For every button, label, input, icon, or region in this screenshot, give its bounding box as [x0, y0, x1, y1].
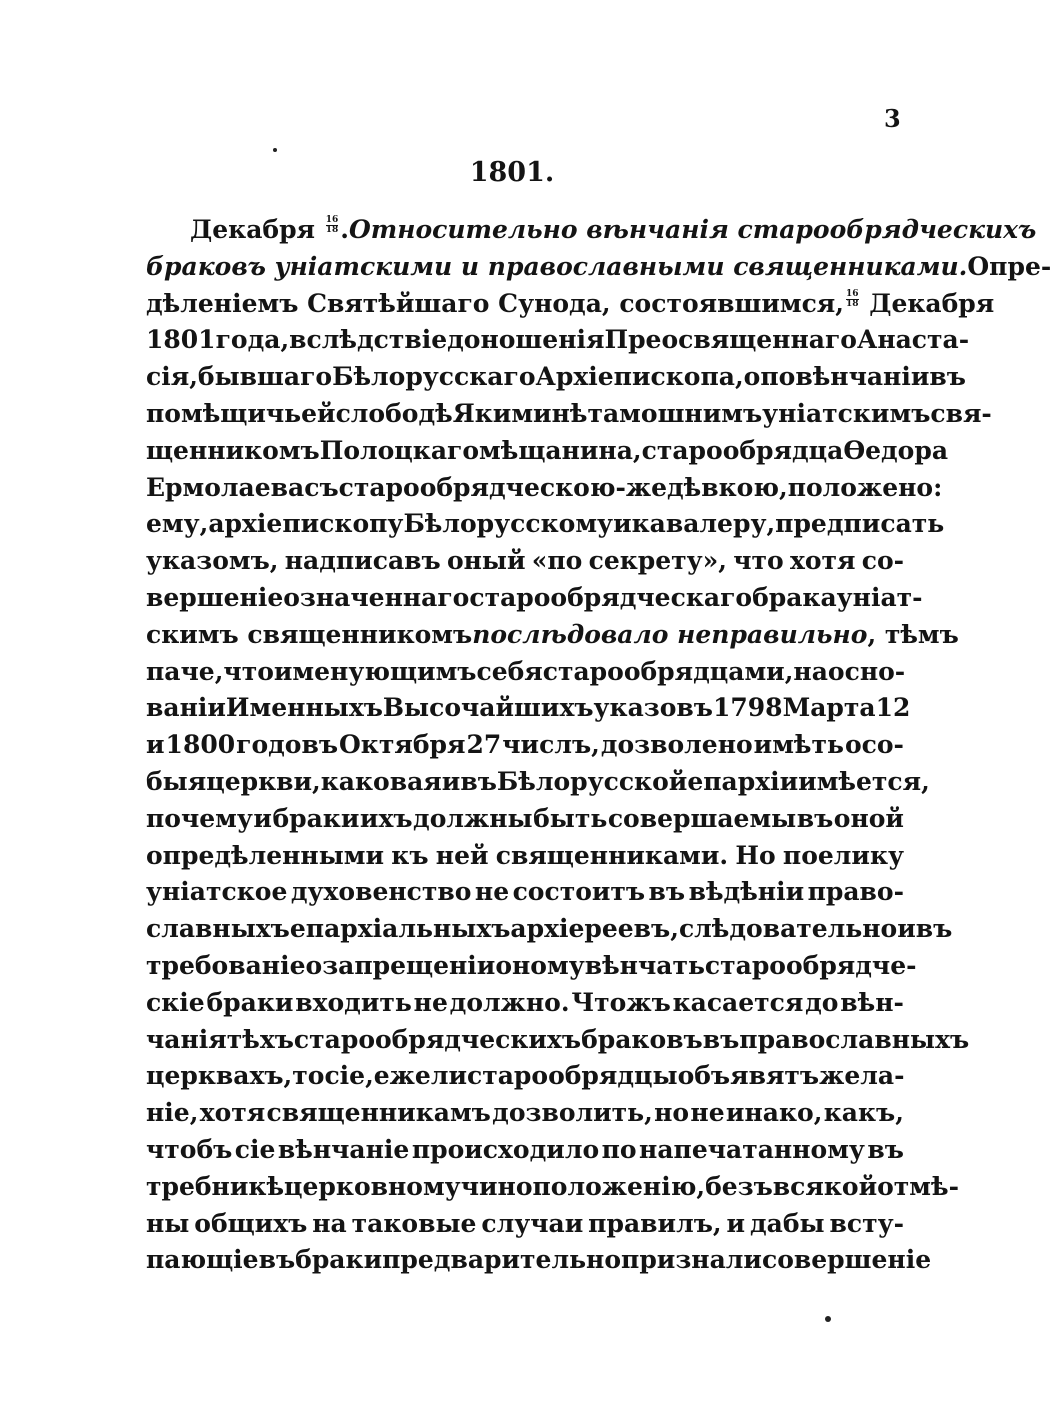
text-line: [146, 1242, 932, 1279]
text-word: Ермолаева: [146, 472, 305, 502]
text-word: 1801: [146, 325, 216, 355]
text-word: но: [654, 1098, 690, 1128]
text-word: и: [613, 509, 632, 539]
text-word: ны: [146, 1208, 190, 1238]
body-paragraph: [146, 212, 1051, 1279]
text-word: Якиминѣ: [452, 398, 588, 428]
text-word: ежели: [373, 1061, 468, 1091]
text-word: браки: [206, 987, 294, 1017]
text-word: съ: [304, 472, 339, 502]
text-word: церкви,: [206, 766, 321, 796]
text-word: по: [601, 1134, 637, 1164]
text-line: [146, 985, 904, 1022]
text-word: хотя: [789, 546, 856, 576]
text-word: мѣщанина,: [479, 435, 642, 465]
text-word: старообрядческаго: [469, 582, 753, 612]
text-word: слѣдовательно: [678, 914, 898, 944]
text-word: о: [743, 362, 761, 392]
text-word: запрещеніи: [322, 950, 496, 980]
text-word: Полоцкаго: [319, 435, 480, 465]
text-word: уніатскимъ: [762, 398, 931, 428]
text-line: [146, 506, 945, 543]
text-word: то: [292, 1061, 325, 1091]
text-word: на: [793, 656, 828, 686]
text-word: духовенство: [290, 877, 472, 907]
text-word: требованіе: [146, 950, 306, 980]
lead-date: Декабря $\frac{16}{18}$ .: [190, 215, 349, 244]
text-word: поелику: [782, 840, 904, 870]
text-word: до: [805, 987, 839, 1017]
text-word: секрету»,: [588, 546, 727, 576]
text-line: [146, 1022, 970, 1059]
text-word: и: [726, 1208, 746, 1238]
text-word: священникамъ: [266, 1098, 491, 1128]
text-word: въ: [867, 1134, 904, 1164]
text-word: быя: [146, 766, 207, 796]
text-word: вѣдѣніи: [688, 877, 805, 907]
text-word: епархіальныхъ: [289, 914, 511, 944]
text-word: указовъ: [593, 693, 713, 723]
fraction-bottom: 18: [325, 225, 339, 235]
text-word: таковые: [351, 1208, 477, 1238]
fraction-top: 16: [325, 215, 339, 225]
text-word: безъ: [705, 1171, 773, 1201]
lead-word: Декабря: [190, 215, 316, 244]
text-word: касается: [672, 987, 804, 1017]
text-word: и: [146, 730, 165, 760]
text-word: и: [441, 766, 461, 796]
text-word: уніат-: [836, 582, 923, 612]
page-number: 3: [884, 104, 901, 133]
text-word: священниками.: [495, 840, 729, 870]
text-fragment: , тѣмъ: [867, 619, 959, 649]
text-word: Но: [735, 840, 776, 870]
text-word: оной: [833, 803, 904, 833]
text-word: общихъ: [194, 1208, 308, 1238]
text-word: вслѣдствіе: [289, 325, 448, 355]
date-fraction: [846, 290, 859, 309]
text-word: каковая: [320, 766, 442, 796]
italic-fragment: послѣдовало неправильно: [472, 619, 868, 649]
text-fragment: Опре-: [967, 251, 1051, 281]
text-word: славныхъ: [146, 914, 290, 944]
text-word: доношенія: [447, 325, 605, 355]
text-fragment: скимъ священникомъ: [146, 619, 473, 649]
text-word: браковъ: [581, 1024, 703, 1054]
text-word: старообрядческою-же: [338, 472, 667, 502]
text-word: что: [733, 546, 784, 576]
text-line: [146, 1206, 904, 1243]
text-line: [146, 874, 904, 911]
text-word: жела-: [819, 1061, 905, 1091]
text-word: кавалеру,: [631, 509, 776, 539]
text-word: Декабря: [869, 288, 995, 318]
text-word: какъ,: [823, 1098, 904, 1128]
text-word: не: [690, 1098, 725, 1128]
text-word: «по: [531, 546, 583, 576]
text-word: 27: [466, 730, 502, 760]
text-word: скіе: [146, 987, 205, 1017]
text-word: къ: [391, 840, 429, 870]
text-word: отмѣ-: [877, 1171, 959, 1201]
text-line: [146, 911, 953, 948]
text-word: въ: [648, 877, 686, 907]
text-word: дозволить,: [492, 1098, 653, 1128]
text-word: вѣнчаніе: [277, 1134, 410, 1164]
text-word: право-: [807, 877, 904, 907]
text-word: въ: [258, 1245, 296, 1275]
text-word: ваніи: [146, 693, 226, 723]
text-word: старообрядца: [641, 435, 844, 465]
year-heading: 1801.: [469, 157, 555, 188]
text-word: въ: [702, 1024, 740, 1054]
text-word: 1800: [165, 730, 236, 760]
text-line: [146, 654, 904, 691]
text-word: слободѣ: [335, 398, 453, 428]
text-word: опредѣленными: [146, 840, 385, 870]
text-word: Бѣлорусской: [496, 766, 688, 796]
text-word: Архіепископа,: [535, 362, 744, 392]
text-word: и: [253, 803, 272, 833]
text-word: всякой: [772, 1171, 878, 1201]
text-word: не: [413, 987, 448, 1017]
text-word: въ: [915, 914, 953, 944]
text-word: ему,: [146, 509, 209, 539]
text-word: себя: [476, 656, 543, 686]
text-word: 1798: [712, 693, 783, 723]
text-line: [146, 543, 904, 580]
text-word: паче,: [146, 656, 224, 686]
text-word: инако,: [725, 1098, 823, 1128]
text-word: архіепископу: [208, 509, 404, 539]
text-line: [146, 617, 959, 654]
text-word: бывшаго: [197, 362, 333, 392]
text-word: сіе,: [324, 1061, 374, 1091]
text-word: Бѣлорусскому: [403, 509, 614, 539]
text-word: дозволено: [600, 730, 753, 760]
text-word: случаи: [481, 1208, 584, 1238]
text-word: Марта: [782, 693, 876, 723]
text-word: осо-: [844, 730, 904, 760]
text-word: Высочайшихъ: [382, 693, 594, 723]
text-word: годовъ: [236, 730, 339, 760]
text-word: православныхъ: [739, 1024, 970, 1054]
text-line: [146, 1058, 904, 1095]
date-fraction: [326, 216, 339, 235]
text-word: Преосвященнаго: [604, 325, 857, 355]
text-word: тамошнимъ: [587, 398, 763, 428]
text-fragment: дѣленіемъ Святѣйшаго Сунода, состоявшимся,: [146, 288, 844, 318]
text-word: напечатанному: [639, 1134, 865, 1164]
text-word: совершаемы: [607, 803, 797, 833]
text-word: въ: [796, 803, 834, 833]
text-word: именующимъ: [273, 656, 477, 686]
text-word: ихъ: [359, 803, 413, 833]
text-word: уніатское: [146, 877, 288, 907]
text-word: что: [223, 656, 274, 686]
text-line: [146, 764, 930, 801]
text-word: помѣщичьей: [146, 398, 336, 428]
text-word: брака: [752, 582, 837, 612]
text-word: о: [305, 950, 323, 980]
text-word: старообрядцами,: [542, 656, 794, 686]
text-word: ней: [435, 840, 489, 870]
text-word: церковному: [284, 1171, 461, 1201]
article-title-line1: Относительно вѣнчанія старообрядческихъ: [348, 215, 1037, 244]
text-line: [146, 396, 992, 433]
text-word: указомъ,: [146, 546, 279, 576]
text-word: со-: [861, 546, 904, 576]
text-line: [146, 249, 1051, 286]
text-word: епархіи: [687, 766, 799, 796]
text-word: положено:: [787, 472, 943, 502]
text-word: архіереевъ,: [510, 914, 679, 944]
text-word: въ: [460, 766, 497, 796]
text-fragment: [844, 286, 994, 323]
text-word: 12: [875, 693, 911, 723]
text-line: [146, 1169, 959, 1206]
text-word: имѣть: [753, 730, 844, 760]
text-line: [146, 286, 995, 323]
text-word: оный: [446, 546, 526, 576]
text-word: входить: [295, 987, 412, 1017]
fraction-top: 16: [845, 288, 859, 299]
text-word: правилъ,: [588, 1208, 722, 1238]
text-line: [146, 1132, 904, 1169]
text-word: тѣхъ: [226, 1024, 294, 1054]
text-word: быть: [533, 803, 608, 833]
text-word: пающіе: [146, 1245, 259, 1275]
text-word: Именныхъ: [225, 693, 383, 723]
text-word: Бѣлорусскаго: [332, 362, 536, 392]
text-line: [146, 801, 904, 838]
text-line: [146, 948, 917, 985]
text-word: должны: [413, 803, 533, 833]
text-word: года,: [215, 325, 290, 355]
text-word: дѣвкою,: [667, 472, 788, 502]
text-word: вѣн-: [840, 987, 904, 1017]
text-word: церквахъ,: [146, 1061, 293, 1091]
text-word: всту-: [829, 1208, 904, 1238]
fraction-bottom: 18: [845, 298, 859, 309]
text-word: предписать: [775, 509, 945, 539]
text-word: имѣется,: [798, 766, 930, 796]
text-word: и: [897, 914, 916, 944]
text-word: сіе: [234, 1134, 276, 1164]
text-word: осно-: [827, 656, 906, 686]
text-word: признали: [621, 1245, 762, 1275]
text-line: [146, 1095, 904, 1132]
text-line: [146, 433, 949, 470]
text-word: не: [474, 877, 510, 907]
text-word: означеннаго: [283, 582, 470, 612]
text-word: должно.: [449, 987, 570, 1017]
text-word: Анаста-: [856, 325, 970, 355]
article-title-line2: браковъ уніатскими и православными священниками.: [146, 251, 968, 281]
text-line: [146, 727, 904, 764]
text-word: чтобъ: [146, 1134, 233, 1164]
text-word: повѣнчаніи: [760, 362, 930, 392]
print-speck: [273, 148, 277, 152]
text-word: состоитъ: [512, 877, 646, 907]
text-word: объявятъ: [677, 1061, 820, 1091]
text-word: почему: [146, 803, 253, 833]
text-word: вѣнчать: [584, 950, 705, 980]
text-word: чанія: [146, 1024, 227, 1054]
text-word: браки: [295, 1245, 383, 1275]
text-word: ніе,: [146, 1098, 199, 1128]
text-word: требникѣ: [146, 1171, 285, 1201]
text-word: на: [312, 1208, 347, 1238]
text-word: происходило: [411, 1134, 600, 1164]
text-word: старообрядче-: [704, 950, 917, 980]
text-line: [146, 359, 966, 396]
text-word: числъ,: [502, 730, 600, 760]
text-line: [146, 580, 923, 617]
text-word: вершеніе: [146, 582, 284, 612]
text-word: въ: [929, 362, 966, 392]
text-line: [146, 212, 1037, 249]
text-word: чиноположенію,: [460, 1171, 706, 1201]
print-speck: [825, 1316, 831, 1322]
text-line: [146, 690, 911, 727]
text-word: Чтожъ: [571, 987, 671, 1017]
text-word: предварительно: [382, 1245, 622, 1275]
text-word: браки: [272, 803, 360, 833]
text-line: [146, 838, 904, 875]
text-word: совершеніе: [761, 1245, 932, 1275]
text-word: дабы: [749, 1208, 825, 1238]
text-word: сія,: [146, 362, 198, 392]
text-line: [146, 470, 943, 507]
text-word: щенникомъ: [146, 435, 320, 465]
text-word: старообрядческихъ: [293, 1024, 582, 1054]
text-word: старообрядцы: [467, 1061, 678, 1091]
text-word: свя-: [930, 398, 992, 428]
text-word: хотя: [199, 1098, 266, 1128]
text-word: Ѳедора: [843, 435, 949, 465]
text-word: Октября: [339, 730, 466, 760]
text-word: оному: [495, 950, 585, 980]
text-line: [146, 322, 970, 359]
text-word: надписавъ: [284, 546, 441, 576]
